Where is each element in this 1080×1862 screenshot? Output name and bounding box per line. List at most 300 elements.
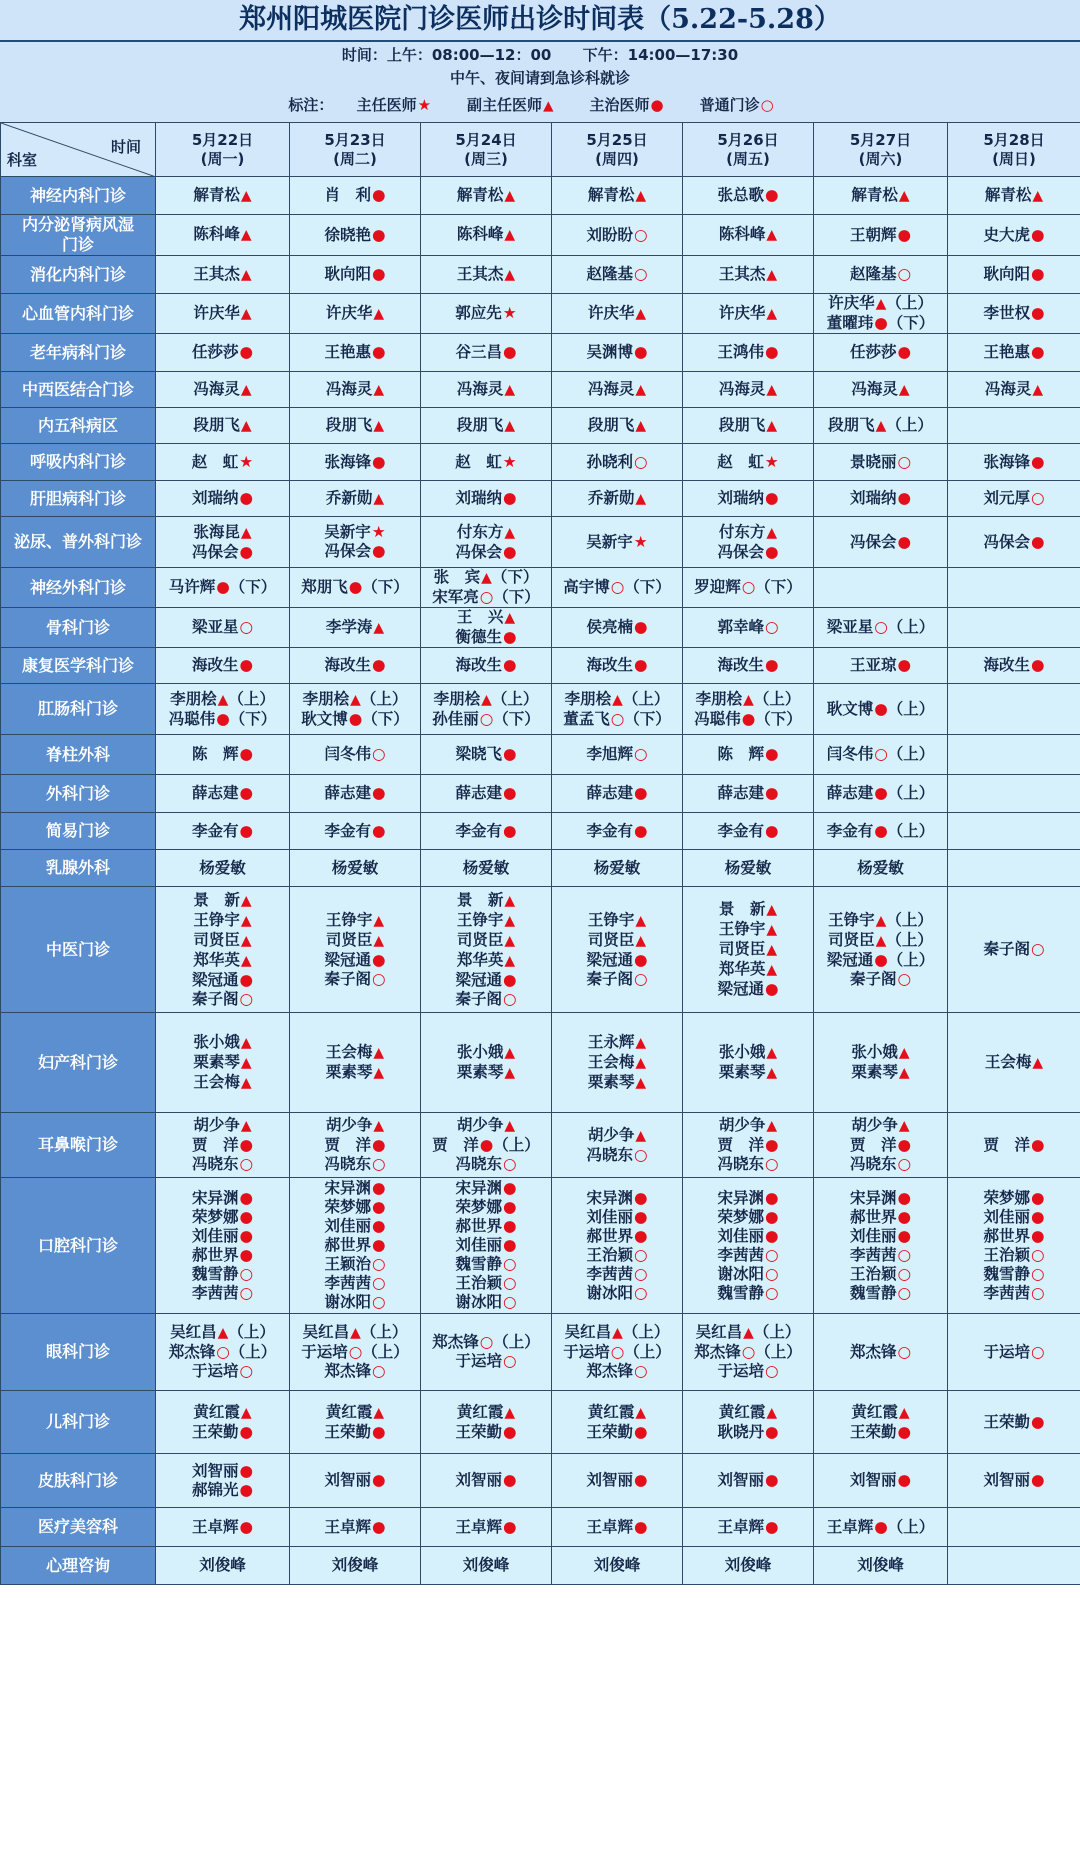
ring-icon: ○ bbox=[239, 989, 254, 1008]
department-row bbox=[1, 1314, 1080, 1391]
doctor-entry bbox=[421, 1333, 551, 1352]
ring-icon: ○ bbox=[1030, 1342, 1045, 1361]
ring-icon: ○ bbox=[764, 1155, 779, 1173]
department-name-text: 中医门诊 bbox=[45, 939, 110, 959]
schedule-cell bbox=[156, 1314, 290, 1391]
ring-icon: ○ bbox=[764, 1283, 779, 1302]
department-row bbox=[1, 1508, 1080, 1547]
doctor-name: 栗素琴 bbox=[851, 1062, 898, 1081]
triangle-icon: ▲ bbox=[1032, 1054, 1044, 1071]
triangle-icon: ▲ bbox=[240, 952, 252, 969]
doctor-entry bbox=[683, 690, 813, 710]
doctor-name: 付东方 bbox=[718, 522, 766, 541]
dot-icon: ● bbox=[371, 265, 386, 283]
triangle-icon: ▲ bbox=[240, 1054, 252, 1071]
doctor-name: 谢冰阳 bbox=[455, 1293, 502, 1311]
dot-icon: ● bbox=[502, 1236, 517, 1254]
department-name bbox=[1, 256, 156, 294]
session-tag: （下） bbox=[624, 578, 671, 596]
doctor-name: 孙佳丽 bbox=[432, 709, 479, 728]
triangle-icon: ▲ bbox=[635, 417, 647, 434]
triangle-icon: ▲ bbox=[766, 266, 778, 283]
triangle-icon: ▲ bbox=[504, 1404, 516, 1421]
doctor-entry bbox=[814, 822, 947, 841]
schedule-cell bbox=[552, 1391, 683, 1454]
doctor-entry bbox=[290, 911, 420, 931]
doctor-name: 冯海灵 bbox=[851, 379, 898, 398]
doctor-entry bbox=[552, 745, 682, 764]
dot-icon: ● bbox=[239, 343, 254, 361]
dot-icon: ● bbox=[239, 970, 254, 989]
ring-icon: ○ bbox=[1030, 489, 1045, 507]
doctor-entry bbox=[948, 304, 1080, 323]
ring-icon: ○ bbox=[1030, 940, 1045, 958]
doctor-name: 王荣勤 bbox=[324, 1422, 371, 1441]
dot-icon: ● bbox=[1030, 304, 1045, 322]
doctor-entry bbox=[814, 1403, 947, 1423]
schedule-cell bbox=[156, 850, 290, 887]
department-name-text: 乳腺外科 bbox=[45, 858, 110, 877]
doctor-entry bbox=[552, 1146, 682, 1165]
doctor-entry bbox=[683, 1227, 813, 1246]
schedule-cell bbox=[421, 1508, 552, 1547]
doctor-entry bbox=[156, 225, 289, 245]
doctor-entry bbox=[290, 1362, 420, 1381]
doctor-name: 荣梦娜 bbox=[717, 1207, 764, 1226]
ring-icon: ○ bbox=[633, 265, 648, 283]
doctor-name: 景 新 bbox=[718, 900, 766, 918]
schedule-cell bbox=[552, 1013, 683, 1113]
doctor-name: 段朋飞 bbox=[587, 415, 635, 434]
dot-icon: ● bbox=[239, 489, 254, 507]
triangle-icon: ▲ bbox=[612, 1325, 623, 1341]
doctor-name: 冯保会 bbox=[983, 532, 1030, 551]
schedule-cell bbox=[948, 887, 1080, 1013]
doctor-name: 王颖治 bbox=[324, 1255, 371, 1273]
dot-icon: ● bbox=[1030, 1135, 1045, 1154]
doctor-entry bbox=[683, 1323, 813, 1343]
doctor-name: 于运培 bbox=[563, 1343, 610, 1361]
ring-icon: ○ bbox=[897, 265, 912, 283]
star-icon: ★ bbox=[502, 304, 517, 322]
schedule-cell bbox=[948, 372, 1080, 408]
doctor-name: 陈科峰 bbox=[718, 225, 766, 243]
triangle-icon: ▲ bbox=[504, 524, 516, 541]
doctor-name: 张海昆 bbox=[193, 522, 240, 541]
doctor-entry bbox=[814, 380, 947, 400]
triangle-icon: ▲ bbox=[504, 952, 516, 969]
doctor-entry bbox=[814, 618, 947, 637]
schedule-cell bbox=[814, 334, 948, 372]
day-date: 5月28日 bbox=[983, 130, 1045, 149]
triangle-icon: ▲ bbox=[766, 1404, 778, 1421]
department-name-text: 心血管内科门诊 bbox=[21, 303, 134, 323]
department-row bbox=[1, 177, 1080, 215]
doctor-entry bbox=[156, 784, 289, 803]
doctor-name: 侯亮楠 bbox=[586, 618, 633, 636]
dot-icon: ● bbox=[502, 343, 517, 361]
ring-icon: ○ bbox=[1030, 1283, 1045, 1302]
schedule-cell bbox=[552, 517, 683, 568]
doctor-name: 秦子阁 bbox=[191, 989, 239, 1008]
doctor-name: 冯晓东 bbox=[849, 1155, 897, 1173]
schedule-cell bbox=[421, 1314, 552, 1391]
doctor-entry bbox=[552, 1208, 682, 1227]
header bbox=[0, 0, 1080, 124]
doctor-name: 胡少争 bbox=[456, 1116, 504, 1134]
doctor-name: 刘俊峰 bbox=[199, 1556, 246, 1574]
doctor-entry bbox=[421, 1043, 551, 1063]
star-icon: ★ bbox=[371, 523, 386, 541]
doctor-entry bbox=[552, 304, 682, 324]
doctor-name: 景 新 bbox=[193, 890, 240, 909]
schedule-cell bbox=[814, 1454, 948, 1508]
doctor-name: 刘瑞纳 bbox=[717, 489, 764, 507]
dot-icon: ● bbox=[1030, 225, 1045, 244]
doctor-entry bbox=[814, 745, 947, 764]
doctor-entry bbox=[290, 416, 420, 436]
doctor-name: 贾 洋 bbox=[717, 1136, 764, 1154]
schedule-cell bbox=[552, 887, 683, 1013]
doctor-entry bbox=[156, 304, 289, 324]
dot-icon: ● bbox=[764, 821, 779, 840]
doctor-name: 刘佳丽 bbox=[717, 1226, 764, 1245]
ring-icon: ○ bbox=[502, 989, 517, 1008]
doctor-name: 杨爱敏 bbox=[857, 858, 904, 877]
doctor-name: 付东方 bbox=[456, 522, 504, 541]
triangle-icon: ▲ bbox=[766, 942, 778, 958]
dot-icon: ● bbox=[897, 489, 912, 507]
dot-icon: ● bbox=[371, 1217, 386, 1235]
doctor-entry bbox=[948, 489, 1080, 508]
triangle-icon: ▲ bbox=[635, 932, 647, 949]
triangle-icon: ▲ bbox=[766, 902, 778, 918]
department-row bbox=[1, 1178, 1080, 1314]
department-name bbox=[1, 334, 156, 372]
doctor-name: 吴红昌 bbox=[170, 1323, 217, 1341]
doctor-name: 郑杰锋 bbox=[849, 1342, 897, 1361]
doctor-entry bbox=[814, 533, 947, 552]
doctor-entry bbox=[552, 186, 682, 206]
doctor-entry bbox=[552, 859, 682, 878]
dot-icon: ● bbox=[1030, 343, 1045, 361]
triangle-icon: ▲ bbox=[373, 1064, 385, 1081]
doctor-entry bbox=[290, 951, 420, 970]
doctor-entry bbox=[948, 1053, 1080, 1073]
dot-icon: ● bbox=[239, 1517, 254, 1536]
doctor-name: 衡德生 bbox=[455, 628, 502, 646]
schedule-cell bbox=[156, 1547, 290, 1585]
department-name bbox=[1, 608, 156, 648]
ring-icon: ○ bbox=[633, 1264, 648, 1283]
department-name-text: 神经内科门诊 bbox=[29, 185, 126, 205]
doctor-name: 王会梅 bbox=[325, 1042, 373, 1061]
dot-icon: ● bbox=[239, 1207, 254, 1226]
legend-item bbox=[589, 94, 663, 115]
doctor-name: 栗素琴 bbox=[587, 1072, 635, 1091]
doctor-entry bbox=[683, 304, 813, 324]
doctor-name: 王治颖 bbox=[983, 1245, 1030, 1264]
department-name-text: 消化内科门诊 bbox=[29, 264, 126, 284]
triangle-icon: ▲ bbox=[766, 227, 778, 243]
doctor-name: 许庆华 bbox=[325, 303, 373, 322]
doctor-name: 李朋桧 bbox=[433, 689, 481, 708]
triangle-icon: ▲ bbox=[612, 691, 623, 708]
doctor-entry bbox=[948, 1136, 1080, 1155]
star-icon: ★ bbox=[239, 452, 254, 471]
doctor-entry bbox=[421, 1403, 551, 1423]
ring-icon: ○ bbox=[633, 225, 648, 244]
dot-icon: ● bbox=[633, 1188, 648, 1207]
dot-icon: ● bbox=[633, 618, 648, 636]
doctor-entry bbox=[421, 416, 551, 436]
doctor-name: 刘瑞纳 bbox=[191, 489, 239, 507]
doctor-name: 王卓辉 bbox=[191, 1517, 239, 1536]
ring-icon: ○ bbox=[371, 1255, 386, 1273]
doctor-entry bbox=[683, 1136, 813, 1155]
doctor-entry bbox=[683, 1208, 813, 1227]
schedule-cell bbox=[552, 735, 683, 775]
schedule-cell bbox=[948, 444, 1080, 481]
doctor-name: 于运培 bbox=[191, 1362, 239, 1380]
ring-icon: ○ bbox=[502, 1255, 517, 1273]
triangle-icon: ▲ bbox=[373, 381, 385, 398]
doctor-entry bbox=[683, 1265, 813, 1284]
ring-icon: ○ bbox=[502, 1352, 517, 1370]
session-tag: （下） bbox=[362, 709, 409, 728]
department-name-text: 肛肠科门诊 bbox=[37, 699, 118, 718]
triangle-icon: ▲ bbox=[766, 1064, 778, 1081]
doctor-name: 王艳惠 bbox=[983, 343, 1030, 361]
schedule-cell bbox=[814, 1391, 948, 1454]
doctor-entry bbox=[421, 1352, 551, 1371]
day-date: 5月23日 bbox=[324, 130, 386, 149]
doctor-name: 张总歌 bbox=[717, 186, 764, 204]
doctor-name: 宋异渊 bbox=[455, 1179, 502, 1197]
doctor-entry bbox=[156, 951, 289, 971]
ring-icon: ○ bbox=[371, 745, 386, 763]
schedule-cell bbox=[948, 608, 1080, 648]
dot-icon: ● bbox=[502, 542, 517, 561]
ring-icon: ○ bbox=[874, 745, 888, 763]
ring-icon: ○ bbox=[610, 1343, 625, 1361]
schedule-cell bbox=[683, 334, 814, 372]
department-name bbox=[1, 294, 156, 334]
schedule-cell bbox=[156, 372, 290, 408]
dot-icon: ● bbox=[633, 1471, 648, 1489]
corner-cell bbox=[1, 123, 156, 177]
doctor-name: 杨爱敏 bbox=[331, 858, 379, 877]
doctor-name: 冯保会 bbox=[455, 542, 502, 561]
doctor-entry bbox=[421, 628, 551, 647]
star-icon: ★ bbox=[417, 96, 432, 114]
doctor-entry bbox=[156, 1155, 289, 1174]
doctor-name: 冯海灵 bbox=[325, 379, 373, 398]
doctor-name: 吴新宇 bbox=[324, 523, 371, 541]
dot-icon: ● bbox=[897, 1188, 912, 1207]
doctor-name: 解青松 bbox=[984, 185, 1032, 204]
dot-icon: ● bbox=[650, 96, 664, 114]
schedule-cell bbox=[552, 775, 683, 813]
doctor-entry bbox=[290, 710, 420, 729]
schedule-cell bbox=[814, 444, 948, 481]
session-tag: （下） bbox=[229, 578, 277, 596]
doctor-entry bbox=[290, 380, 420, 400]
doctor-entry bbox=[683, 745, 813, 764]
doctor-name: 解青松 bbox=[456, 185, 504, 204]
doctor-name: 耿文博 bbox=[826, 699, 874, 718]
department-row bbox=[1, 1547, 1080, 1585]
dot-icon: ● bbox=[633, 1226, 648, 1245]
doctor-name: 陈 辉 bbox=[717, 745, 764, 763]
triangle-icon: ▲ bbox=[504, 417, 516, 434]
doctor-name: 乔新勋 bbox=[325, 488, 373, 507]
corner-dept-label: 科室 bbox=[7, 151, 38, 169]
schedule-cell bbox=[156, 1454, 290, 1508]
doctor-entry bbox=[290, 745, 420, 764]
doctor-name: 刘佳丽 bbox=[586, 1207, 633, 1226]
triangle-icon: ▲ bbox=[217, 691, 229, 708]
schedule-cell bbox=[421, 568, 552, 608]
triangle-icon: ▲ bbox=[240, 381, 252, 398]
schedule-cell bbox=[421, 735, 552, 775]
schedule-cell bbox=[421, 177, 552, 215]
doctor-name: 赵隆基 bbox=[586, 265, 633, 283]
department-name-text: 神经外科门诊 bbox=[29, 577, 126, 597]
schedule-cell bbox=[421, 1454, 552, 1508]
triangle-icon: ▲ bbox=[743, 1325, 754, 1341]
ring-icon: ○ bbox=[479, 588, 494, 606]
department-name bbox=[1, 568, 156, 608]
doctor-entry bbox=[156, 380, 289, 400]
doctor-entry bbox=[552, 343, 682, 362]
department-row bbox=[1, 1391, 1080, 1454]
doctor-entry bbox=[552, 1227, 682, 1246]
legend-text: 副主任医师 bbox=[467, 96, 543, 114]
doctor-entry bbox=[948, 1189, 1080, 1208]
dot-icon: ● bbox=[741, 709, 756, 728]
schedule-body bbox=[1, 177, 1080, 1585]
triangle-icon: ▲ bbox=[635, 1074, 647, 1091]
doctor-name: 冯聪伟 bbox=[694, 709, 741, 728]
doctor-entry bbox=[290, 690, 420, 710]
doctor-name: 李学涛 bbox=[325, 617, 373, 636]
doctor-entry bbox=[156, 618, 289, 637]
doctor-name: 王铮宇 bbox=[193, 910, 240, 929]
doctor-entry bbox=[683, 416, 813, 436]
doctor-name: 栗素琴 bbox=[325, 1062, 373, 1081]
doctor-name: 冯晓东 bbox=[455, 1155, 502, 1173]
doctor-entry bbox=[290, 1293, 420, 1312]
schedule-cell bbox=[290, 1314, 421, 1391]
schedule-cell bbox=[290, 648, 421, 684]
department-name-text: 心理咨询 bbox=[45, 1555, 110, 1575]
doctor-entry bbox=[948, 1413, 1080, 1432]
triangle-icon: ▲ bbox=[373, 1404, 385, 1421]
schedule-cell bbox=[683, 887, 814, 1013]
doctor-name: 刘智丽 bbox=[983, 1471, 1030, 1489]
schedule-cell bbox=[814, 1508, 948, 1547]
doctor-name: 王荣勤 bbox=[191, 1422, 239, 1441]
schedule-cell bbox=[156, 408, 290, 444]
doctor-name: 刘瑞纳 bbox=[849, 489, 897, 507]
triangle-icon: ▲ bbox=[875, 932, 887, 949]
schedule-cell bbox=[156, 1391, 290, 1454]
triangle-icon: ▲ bbox=[373, 1044, 385, 1061]
session-tag: （上） bbox=[887, 821, 935, 840]
doctor-name: 刘智丽 bbox=[849, 1471, 897, 1489]
doctor-entry bbox=[683, 1518, 813, 1537]
doctor-entry bbox=[290, 1403, 420, 1423]
doctor-name: 刘智丽 bbox=[324, 1471, 371, 1489]
schedule-cell bbox=[814, 608, 948, 648]
doctor-name: 荣梦娜 bbox=[191, 1207, 239, 1226]
doctor-entry bbox=[814, 1227, 947, 1246]
doctor-name: 薛志建 bbox=[586, 784, 633, 802]
schedule-cell bbox=[948, 735, 1080, 775]
doctor-name: 王艳惠 bbox=[324, 343, 371, 361]
doctor-entry bbox=[290, 1471, 420, 1490]
doctor-name: 徐晓艳 bbox=[324, 225, 371, 244]
dot-icon: ● bbox=[502, 489, 517, 507]
doctor-name: 贾 洋 bbox=[983, 1135, 1030, 1154]
schedule-cell bbox=[290, 735, 421, 775]
dot-icon: ● bbox=[764, 1226, 779, 1245]
dot-icon: ● bbox=[764, 1188, 779, 1207]
department-name-text: 妇产科门诊 bbox=[37, 1052, 118, 1072]
schedule-cell bbox=[683, 294, 814, 334]
day-weekday: (周日) bbox=[992, 149, 1036, 168]
schedule-cell bbox=[814, 1547, 948, 1585]
notice-line: 中午、夜间请到急诊科就诊 bbox=[449, 69, 630, 87]
ring-icon: ○ bbox=[239, 1362, 254, 1380]
schedule-cell bbox=[552, 408, 683, 444]
session-tag: （上） bbox=[228, 689, 275, 708]
ring-icon: ○ bbox=[371, 1293, 386, 1311]
session-tag: （上） bbox=[753, 689, 801, 708]
schedule-cell bbox=[683, 1113, 814, 1178]
triangle-icon: ▲ bbox=[240, 1034, 252, 1051]
dot-icon: ● bbox=[764, 745, 779, 763]
doctor-name: 冯保会 bbox=[324, 542, 371, 560]
doctor-entry bbox=[290, 1518, 420, 1537]
doctor-entry bbox=[156, 186, 289, 206]
schedule-cell bbox=[683, 1391, 814, 1454]
doctor-entry bbox=[421, 523, 551, 543]
session-tag: （上） bbox=[753, 1323, 801, 1341]
triangle-icon: ▲ bbox=[898, 381, 910, 398]
dot-icon: ● bbox=[633, 821, 648, 840]
dot-icon: ● bbox=[874, 314, 888, 332]
doctor-entry bbox=[683, 1063, 813, 1083]
doctor-name: 王卓辉 bbox=[455, 1517, 502, 1536]
department-name-text: 内分泌肾病风湿 bbox=[21, 215, 134, 234]
triangle-icon: ▲ bbox=[543, 98, 554, 114]
dot-icon: ● bbox=[502, 1198, 517, 1216]
triangle-icon: ▲ bbox=[766, 524, 778, 541]
session-tag: （上） bbox=[755, 1343, 802, 1361]
department-name bbox=[1, 1178, 156, 1314]
doctor-entry bbox=[814, 784, 947, 803]
schedule-cell bbox=[552, 444, 683, 481]
schedule-cell bbox=[814, 887, 948, 1013]
doctor-name: 王永辉 bbox=[587, 1032, 635, 1051]
schedule-cell bbox=[683, 215, 814, 256]
ring-icon: ○ bbox=[239, 1264, 254, 1283]
department-row bbox=[1, 256, 1080, 294]
doctor-name: 冯保会 bbox=[191, 542, 239, 561]
dot-icon: ● bbox=[764, 343, 779, 361]
